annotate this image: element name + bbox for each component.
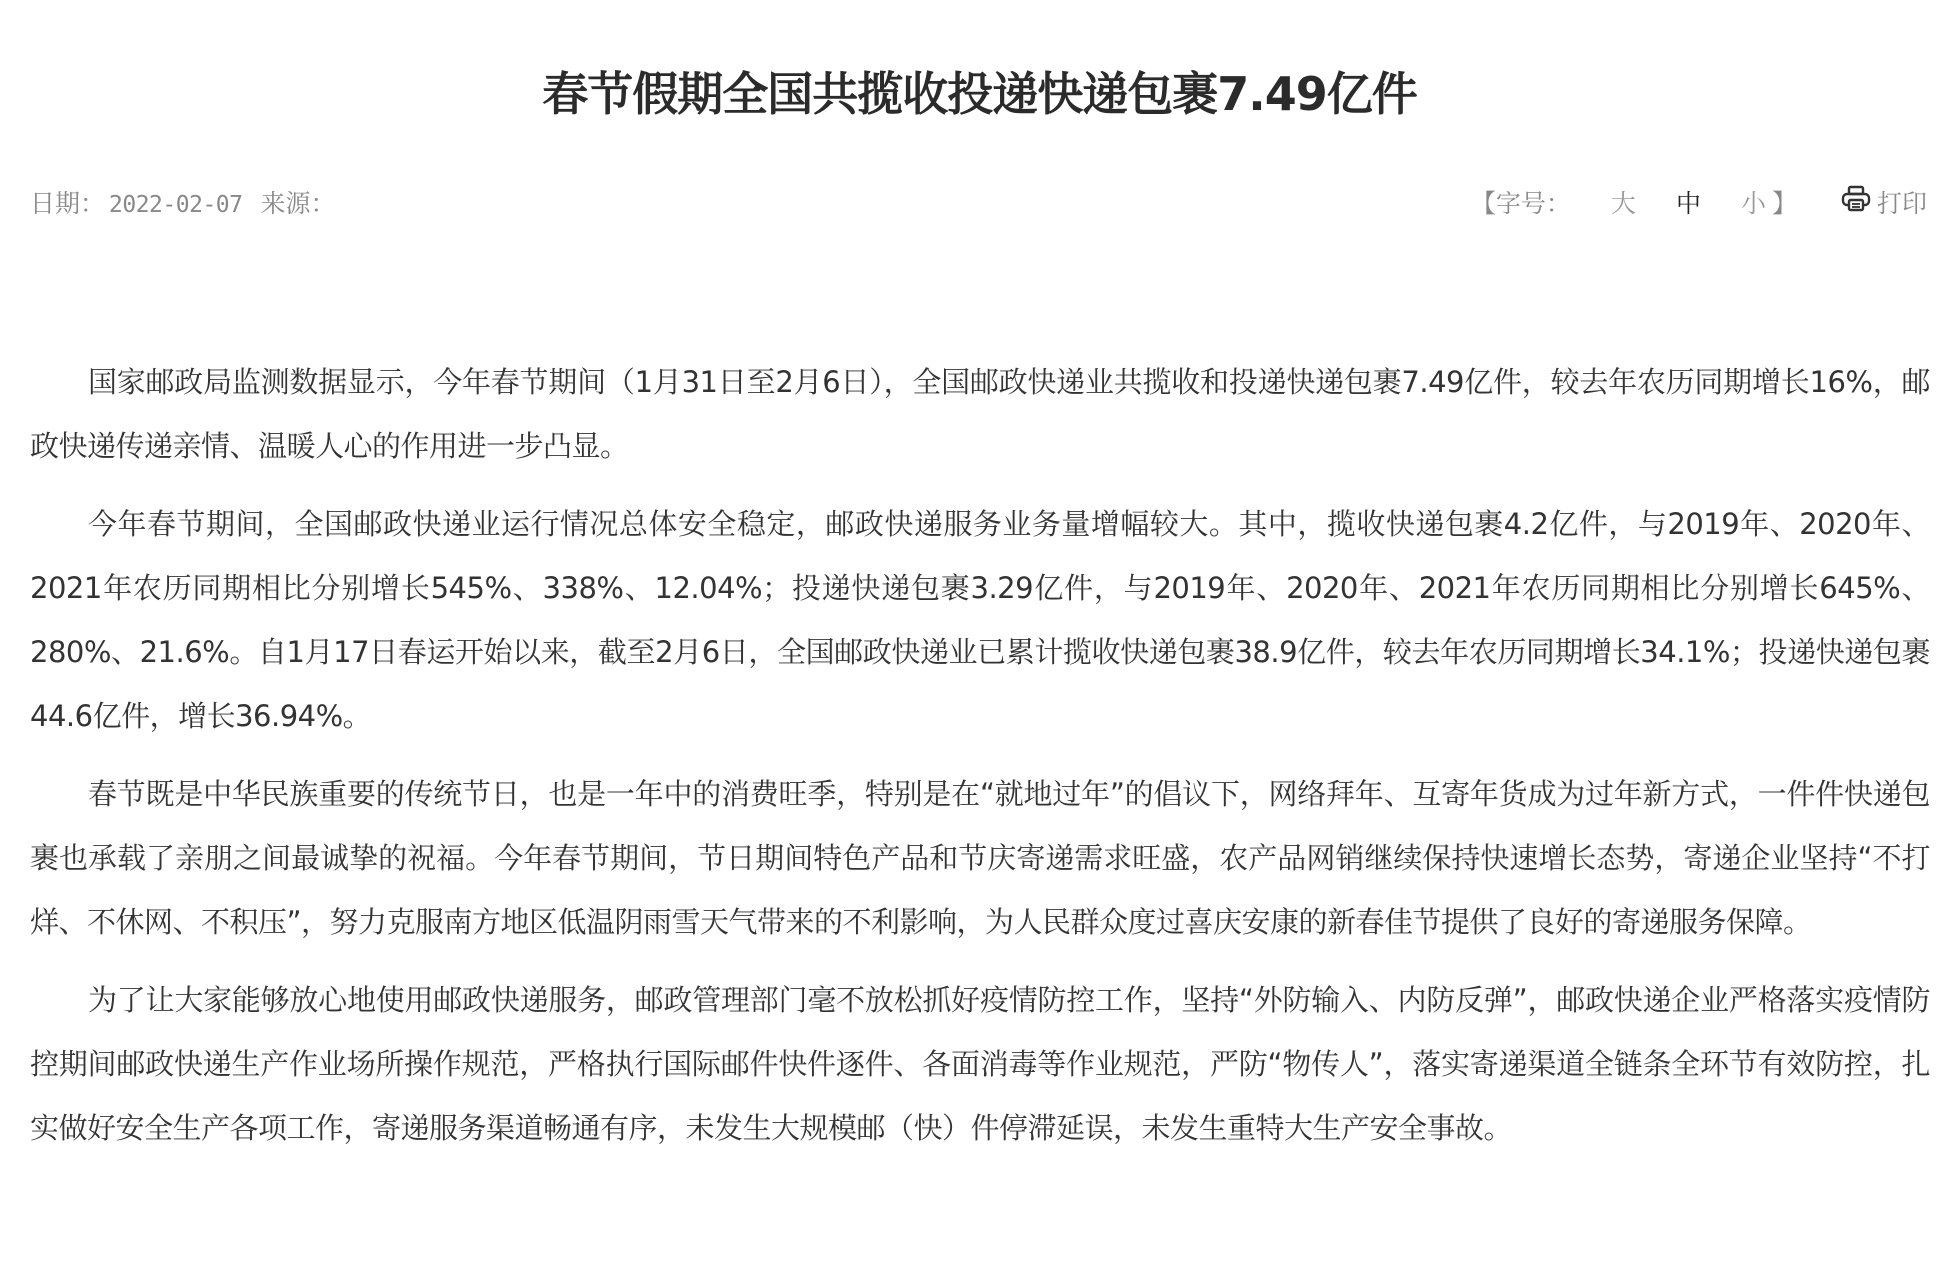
- printer-icon: [1841, 185, 1877, 219]
- article-meta: [30, 184, 344, 220]
- article-title: 春节假期全国共揽收投递快递包裹7.49亿件: [542, 67, 1417, 121]
- print-button[interactable]: [1841, 184, 1927, 220]
- paragraph-4: 为了让大家能够放心地使用邮政快递服务，邮政管理部门毫不放松抓好疫情防控工作，坚持“外防输入、内防反弹”，邮政快递企业严格落实疫情防控期间邮政快递生产作业场所操作规范，严格执行国际邮件快件逐件、各面消毒等作业规范，严防“物传人”，落实寄递渠道全链条全环节有效防控，扎实做好安全生产各项工作，寄递服务渠道畅通有序，未发生大规模邮（快）件停滞延误，未发生重特大生产安全事故。: [30, 983, 1930, 1145]
- font-size-close-bracket: 】: [1771, 189, 1797, 218]
- font-size-medium-button[interactable]: 中: [1675, 189, 1701, 218]
- font-size-large-button[interactable]: 大: [1610, 189, 1636, 218]
- article-tools: [1471, 184, 1927, 220]
- date-value: 2022-02-07: [109, 192, 243, 218]
- paragraph-1: 国家邮政局监测数据显示，今年春节期间（1月31日至2月6日），全国邮政快递业共揽收和投递快递包裹7.49亿件，较去年农历同期增长16%，邮政快递传递亲情、温暖人心的作用进一步凸显。: [30, 365, 1930, 463]
- font-size-label: 字号：: [1495, 189, 1571, 218]
- date-label: 日期：: [30, 189, 106, 218]
- font-size-open-bracket: 【: [1470, 189, 1496, 218]
- paragraph-3: 春节既是中华民族重要的传统节日，也是一年中的消费旺季，特别是在“就地过年”的倡议下，网络拜年、互寄年货成为过年新方式，一件件快递包裹也承载了亲朋之间最诚挚的祝福。今年春节期间，节日期间特色产品和节庆寄递需求旺盛，农产品网销继续保持快速增长态势，寄递企业坚持“不打烊、不休网、不积压”，努力克服南方地区低温阴雨雪天气带来的不利影响，为人民群众度过喜庆安康的新春佳节提供了良好的寄递服务保障。: [30, 777, 1930, 939]
- article-meta-bar: [30, 182, 1929, 222]
- source-label: 来源：: [260, 189, 336, 218]
- print-label: 打印: [1876, 189, 1927, 218]
- paragraph-2: 今年春节期间，全国邮政快递业运行情况总体安全稳定，邮政快递服务业务量增幅较大。其中，揽收快递包裹4.2亿件，与2019年、2020年、2021年农历同期相比分别增长545%、338%、12.04%；投递快递包裹3.29亿件，与2019年、2020年、2021年农历同期相比分别增长645%、280%、21.6%。自1月17日春运开始以来，截至2月6日，全国邮政快递业已累计揽收快递包裹38.9亿件，较去年农历同期增长34.1%；投递快递包裹44.6亿件，增长36.94%。: [30, 507, 1930, 733]
- font-size-small-button[interactable]: 小: [1740, 189, 1766, 218]
- article-body: [30, 350, 1930, 1174]
